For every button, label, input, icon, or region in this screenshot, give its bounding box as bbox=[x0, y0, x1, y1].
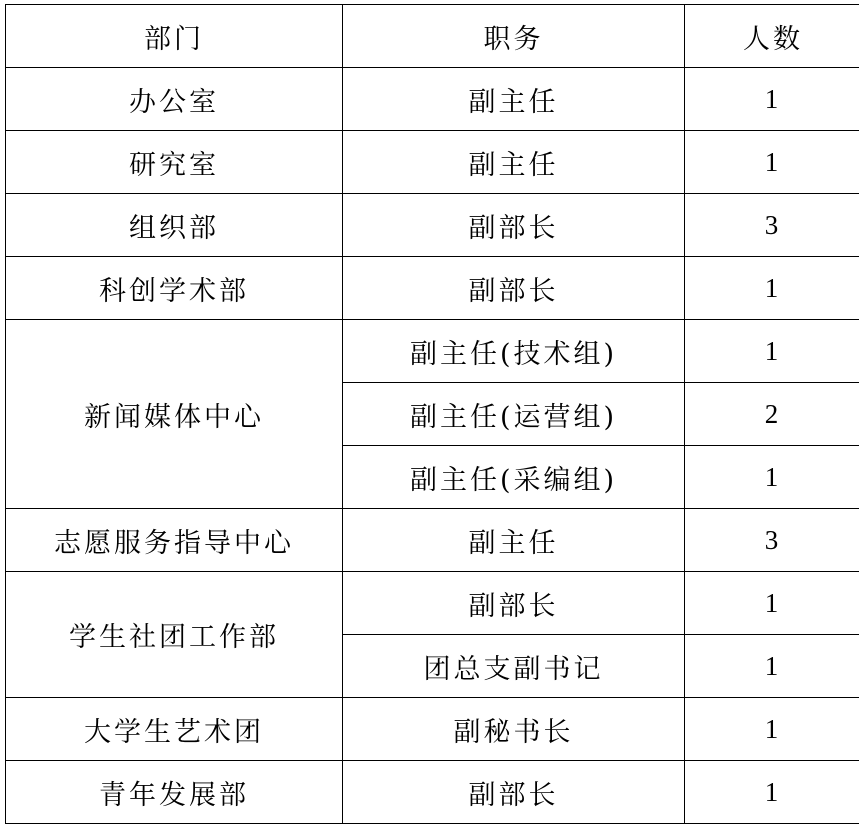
table-row bbox=[6, 257, 859, 320]
position-cell: 副主任 bbox=[343, 68, 685, 131]
table-row bbox=[6, 761, 859, 824]
position-cell: 副部长 bbox=[343, 257, 685, 320]
department-cell: 学生社团工作部 bbox=[6, 572, 343, 698]
department-cell: 办公室 bbox=[6, 68, 343, 131]
position-cell: 团总支副书记 bbox=[343, 635, 685, 698]
department-cell: 大学生艺术团 bbox=[6, 698, 343, 761]
table-body bbox=[6, 68, 859, 824]
count-cell: 2 bbox=[685, 383, 859, 446]
count-cell: 1 bbox=[685, 257, 859, 320]
count-cell: 1 bbox=[685, 446, 859, 509]
position-cell: 副部长 bbox=[343, 572, 685, 635]
department-cell: 科创学术部 bbox=[6, 257, 343, 320]
table-row bbox=[6, 572, 859, 635]
header-row bbox=[6, 5, 859, 68]
count-cell: 1 bbox=[685, 761, 859, 824]
table-row bbox=[6, 194, 859, 257]
header-position: 职务 bbox=[343, 5, 685, 68]
department-cell: 青年发展部 bbox=[6, 761, 343, 824]
count-cell: 1 bbox=[685, 572, 859, 635]
count-cell: 1 bbox=[685, 131, 859, 194]
position-cell: 副部长 bbox=[343, 761, 685, 824]
count-cell: 1 bbox=[685, 635, 859, 698]
table-row bbox=[6, 320, 859, 383]
position-cell: 副主任(采编组) bbox=[343, 446, 685, 509]
position-cell: 副主任(技术组) bbox=[343, 320, 685, 383]
position-cell: 副主任(运营组) bbox=[343, 383, 685, 446]
recruitment-table bbox=[5, 4, 859, 824]
department-cell: 新闻媒体中心 bbox=[6, 320, 343, 509]
position-cell: 副秘书长 bbox=[343, 698, 685, 761]
count-cell: 1 bbox=[685, 320, 859, 383]
department-cell: 组织部 bbox=[6, 194, 343, 257]
header-department: 部门 bbox=[6, 5, 343, 68]
count-cell: 3 bbox=[685, 509, 859, 572]
table-row bbox=[6, 68, 859, 131]
table-row bbox=[6, 698, 859, 761]
position-cell: 副主任 bbox=[343, 131, 685, 194]
table-row bbox=[6, 509, 859, 572]
table-row bbox=[6, 131, 859, 194]
header-count: 人数 bbox=[685, 5, 859, 68]
department-cell: 研究室 bbox=[6, 131, 343, 194]
department-cell: 志愿服务指导中心 bbox=[6, 509, 343, 572]
count-cell: 3 bbox=[685, 194, 859, 257]
count-cell: 1 bbox=[685, 68, 859, 131]
position-cell: 副部长 bbox=[343, 194, 685, 257]
position-cell: 副主任 bbox=[343, 509, 685, 572]
count-cell: 1 bbox=[685, 698, 859, 761]
